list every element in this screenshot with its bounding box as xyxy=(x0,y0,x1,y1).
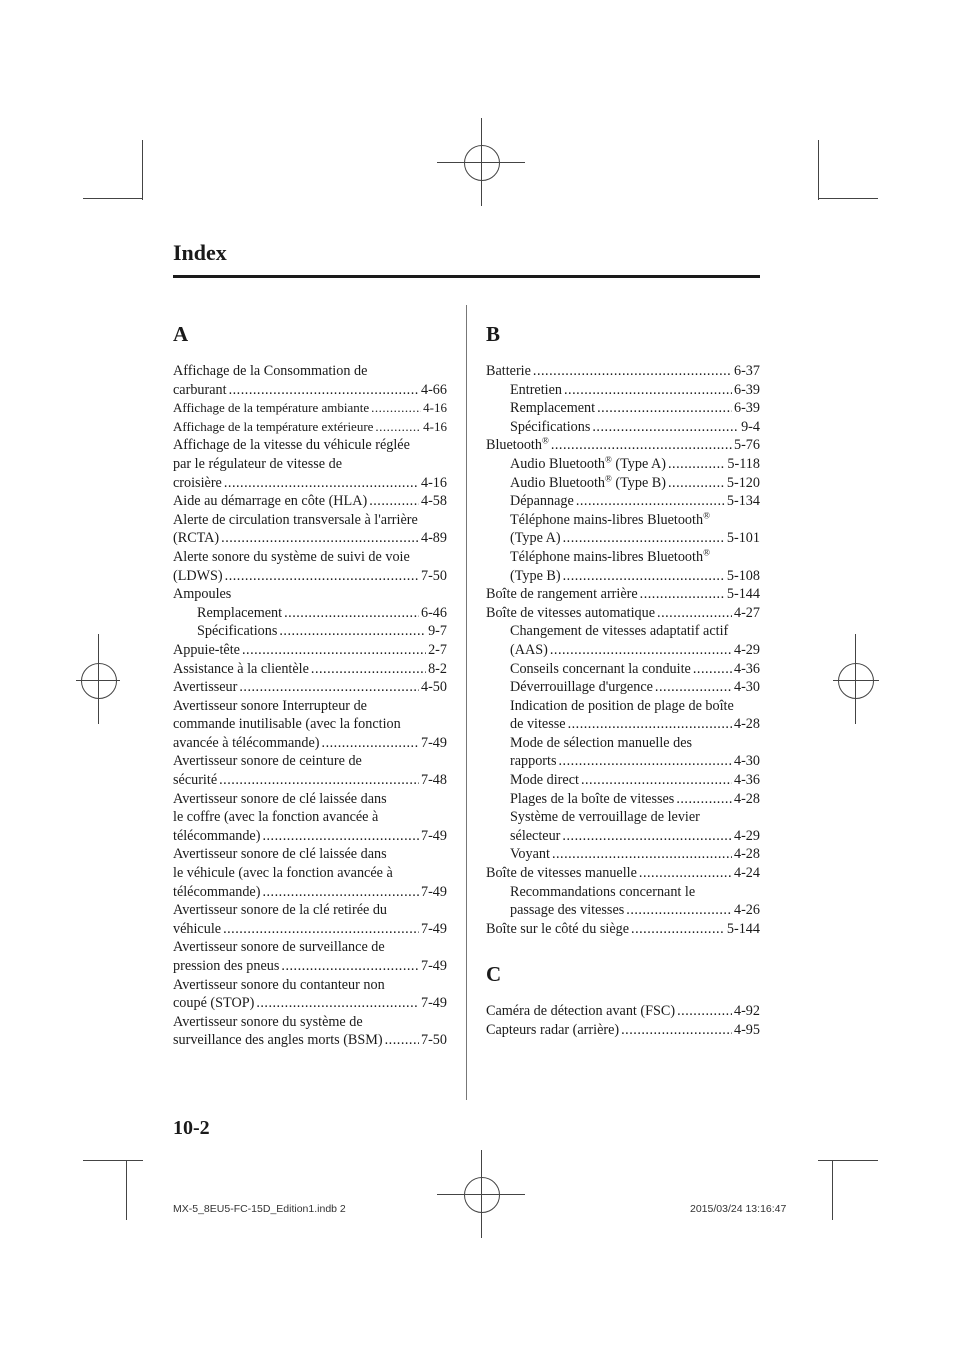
index-entry xyxy=(173,938,447,975)
index-entry-text: rapports xyxy=(510,753,557,770)
index-entry-text: Déverrouillage d'urgence xyxy=(510,679,653,696)
index-page-ref: 4-30 xyxy=(733,679,760,696)
index-page-ref: 5-144 xyxy=(726,586,760,603)
leader-dots xyxy=(262,827,419,846)
index-entry-text: Affichage de la vitesse du véhicule réglée xyxy=(173,437,410,454)
index-entry-text: (LDWS) xyxy=(173,567,223,584)
index-page-ref: 4-92 xyxy=(733,1003,760,1020)
index-entry-text: (Type B) xyxy=(510,567,561,584)
leader-dots xyxy=(279,622,426,641)
index-entry-text: Capteurs radar (arrière) xyxy=(486,1022,620,1038)
leader-dots xyxy=(224,474,419,493)
leader-dots xyxy=(626,901,732,920)
leader-dots xyxy=(677,1002,732,1021)
leader-dots xyxy=(223,920,419,939)
index-entry-text: Avertisseur sonore de la clé retirée du xyxy=(173,902,388,919)
index-entry xyxy=(486,790,760,809)
index-entry-text: Boîte de vitesses automatique xyxy=(486,604,656,621)
index-page-ref: 4-28 xyxy=(733,790,760,807)
index-page-ref: 7-49 xyxy=(420,995,447,1012)
index-entry-text: télécommande) xyxy=(173,883,261,900)
section-c-entries xyxy=(486,1002,760,1039)
leader-dots xyxy=(225,567,419,586)
page-title: Index xyxy=(173,240,227,265)
index-page-ref: 4-27 xyxy=(733,604,760,621)
leader-dots xyxy=(581,771,732,790)
leader-dots xyxy=(563,529,725,548)
index-entry xyxy=(173,436,447,492)
index-entry-text: Recommandations concernant le xyxy=(510,883,696,900)
index-entry-text: (AAS) xyxy=(510,641,548,658)
index-entry-text: Spécifications xyxy=(510,418,591,435)
leader-dots xyxy=(533,362,732,381)
index-entry xyxy=(486,883,760,920)
leader-dots xyxy=(311,660,426,679)
index-page-ref: 7-50 xyxy=(420,567,447,584)
index-entry-text: Avertisseur sonore de surveillance de xyxy=(173,939,385,956)
index-entry-text: Système de verrouillage de levier xyxy=(510,809,700,826)
index-entry-text: Audio Bluetooth® (Type A) xyxy=(510,454,666,472)
leader-dots xyxy=(576,492,725,511)
index-page-ref: 4-26 xyxy=(733,902,760,919)
index-entry-text: Avertisseur xyxy=(173,679,238,696)
index-entry-text: le coffre (avec la fonction avancée à xyxy=(173,809,379,826)
index-page-ref: 7-49 xyxy=(420,827,447,844)
index-entry xyxy=(173,752,447,789)
leader-dots xyxy=(322,734,419,753)
index-entry-text: Avertisseur sonore du système de xyxy=(173,1013,363,1030)
index-entry xyxy=(486,436,760,455)
index-column-right xyxy=(486,318,760,1040)
leader-dots xyxy=(631,920,725,939)
index-page-ref: 7-48 xyxy=(420,772,447,789)
index-entry-text: Mode direct xyxy=(510,772,579,789)
leader-dots xyxy=(242,641,426,660)
leader-dots xyxy=(262,883,419,902)
index-entry-text: Assistance à la clientèle xyxy=(173,660,309,677)
index-entry-text: Boîte sur le côté du siège xyxy=(486,920,630,937)
index-page-ref: 4-16 xyxy=(420,474,447,491)
leader-dots xyxy=(550,641,732,660)
index-entry xyxy=(173,790,447,846)
index-page-ref: 7-49 xyxy=(420,734,447,751)
index-entry xyxy=(486,920,760,939)
index-entry xyxy=(486,678,760,697)
index-entry-text: Changement de vitesses adaptatif actif xyxy=(510,623,729,640)
index-entry xyxy=(486,1021,760,1040)
index-entry-text: carburant xyxy=(173,381,227,398)
column-divider xyxy=(466,305,467,1100)
index-entry-text: Appuie-tête xyxy=(173,641,240,658)
index-entry-text: (Type A) xyxy=(510,530,561,547)
leader-dots xyxy=(639,864,732,883)
leader-dots xyxy=(559,752,732,771)
index-entry xyxy=(173,1013,447,1050)
leader-dots xyxy=(621,1021,732,1040)
page-number: 10-2 xyxy=(173,1117,210,1139)
index-entry xyxy=(486,1002,760,1021)
index-page-ref: 6-37 xyxy=(733,363,760,379)
index-entry-text: Batterie xyxy=(486,363,531,379)
index-page-ref: 6-39 xyxy=(733,381,760,398)
index-entry xyxy=(486,808,760,845)
index-entry xyxy=(173,604,447,623)
index-page-ref: 4-24 xyxy=(733,865,760,882)
index-entry-text: Remplacement xyxy=(197,604,283,621)
index-page-ref: 4-28 xyxy=(733,846,760,863)
section-letter-a: A xyxy=(173,322,189,346)
leader-dots xyxy=(562,827,732,846)
index-entry xyxy=(173,548,447,585)
index-entry-text: Avertisseur sonore de ceinture de xyxy=(173,753,362,770)
index-entry-text: Alerte de circulation transversale à l'arrière xyxy=(173,511,418,528)
leader-dots xyxy=(568,715,732,734)
index-entry-text: Dépannage xyxy=(510,493,574,510)
index-page-ref: 4-58 xyxy=(420,493,447,510)
index-entry-text: Aide au démarrage en côte (HLA) xyxy=(173,493,368,510)
section-a-entries xyxy=(173,362,447,1050)
index-entry-text: télécommande) xyxy=(173,827,261,844)
index-entry-text: véhicule xyxy=(173,920,222,937)
index-page-ref: 7-49 xyxy=(420,883,447,900)
index-entry-text: Téléphone mains-libres Bluetooth® xyxy=(510,510,710,528)
leader-dots xyxy=(597,399,732,418)
leader-dots xyxy=(676,790,732,809)
index-page-ref: 4-16 xyxy=(423,400,447,416)
index-entry xyxy=(486,660,760,679)
section-letter-b: B xyxy=(486,322,501,346)
index-entry xyxy=(486,697,760,734)
leader-dots xyxy=(229,381,419,400)
index-entry-text: Caméra de détection avant (FSC) xyxy=(486,1003,676,1020)
index-entry-text: croisière xyxy=(173,474,222,491)
index-entry xyxy=(486,381,760,400)
index-entry-text: Mode de sélection manuelle des xyxy=(510,734,693,751)
index-entry xyxy=(486,548,760,585)
index-entry-text: Boîte de rangement arrière xyxy=(486,586,638,603)
index-entry-text: Avertisseur sonore du contanteur non xyxy=(173,976,385,993)
index-entry-text: Entretien xyxy=(510,381,562,398)
footer-timestamp: 2015/03/24 13:16:47 xyxy=(690,1203,787,1215)
index-page-ref: 8-2 xyxy=(428,660,447,677)
index-entry xyxy=(486,622,760,659)
leader-dots xyxy=(640,585,725,604)
index-entry xyxy=(173,641,447,660)
index-page-ref: 4-36 xyxy=(733,660,760,677)
leader-dots xyxy=(239,678,419,697)
index-entry-text: Remplacement xyxy=(510,400,596,417)
index-entry xyxy=(486,455,760,474)
index-entry xyxy=(486,771,760,790)
index-page-ref: 5-134 xyxy=(726,493,760,510)
index-entry-text: de vitesse xyxy=(510,716,566,733)
index-entry-text: Affichage de la température ambiante xyxy=(173,400,370,416)
index-page-ref: 6-39 xyxy=(733,400,760,417)
index-entry xyxy=(173,845,447,901)
index-entry xyxy=(486,734,760,771)
index-entry xyxy=(486,399,760,418)
leader-dots xyxy=(256,994,419,1013)
leader-dots xyxy=(284,604,419,623)
index-entry-text: avancée à télécommande) xyxy=(173,734,320,751)
index-entry-text: le véhicule (avec la fonction avancée à xyxy=(173,865,393,882)
leader-dots xyxy=(668,455,725,474)
leader-dots xyxy=(563,567,725,586)
leader-dots xyxy=(655,678,732,697)
leader-dots xyxy=(369,492,419,511)
leader-dots xyxy=(657,604,732,623)
index-entry xyxy=(486,864,760,883)
index-page-ref: 4-89 xyxy=(420,530,447,547)
index-entry-text: Téléphone mains-libres Bluetooth® xyxy=(510,547,710,565)
index-entry-text: surveillance des angles morts (BSM) xyxy=(173,1032,383,1049)
index-entry-text: commande inutilisable (avec la fonction xyxy=(173,716,401,733)
index-entry-text: sélecteur xyxy=(510,827,561,844)
index-entry-text: Spécifications xyxy=(197,623,278,640)
index-entry xyxy=(486,492,760,511)
index-entry xyxy=(173,511,447,548)
section-b-entries xyxy=(486,362,760,938)
index-entry xyxy=(486,845,760,864)
leader-dots xyxy=(551,436,732,455)
index-entry-text: Ampoules xyxy=(173,586,232,603)
index-page-ref: 7-50 xyxy=(420,1032,447,1049)
index-entry-text: pression des pneus xyxy=(173,958,280,974)
leader-dots xyxy=(281,957,419,976)
leader-dots xyxy=(564,381,732,400)
index-entry-text: Indication de position de plage de boîte xyxy=(510,697,734,714)
leader-dots xyxy=(219,771,419,790)
index-page-ref: 4-29 xyxy=(733,827,760,844)
index-entry-text: coupé (STOP) xyxy=(173,995,255,1012)
index-entry xyxy=(173,418,447,437)
index-page-ref: 5-108 xyxy=(726,567,760,584)
index-page-ref: 5-76 xyxy=(733,437,760,454)
index-entry-text: Audio Bluetooth® (Type B) xyxy=(510,472,666,491)
leader-dots xyxy=(552,845,732,864)
index-entry-text: Bluetooth® xyxy=(486,435,549,454)
index-entry xyxy=(173,362,447,399)
index-entry-text: Avertisseur sonore Interrupteur de xyxy=(173,697,367,714)
index-page-ref: 6-46 xyxy=(420,604,447,621)
index-entry xyxy=(173,901,447,938)
index-entry-text: Affichage de la Consommation de xyxy=(173,363,368,379)
index-page-ref: 5-144 xyxy=(726,920,760,937)
leader-dots xyxy=(375,418,421,437)
index-entry xyxy=(173,492,447,511)
index-entry-text: Conseils concernant la conduite xyxy=(510,660,691,677)
index-entry xyxy=(173,678,447,697)
index-entry-text: Plages de la boîte de vitesses xyxy=(510,790,675,807)
index-page-ref: 4-28 xyxy=(733,716,760,733)
leader-dots xyxy=(385,1031,419,1050)
index-page-ref: 4-95 xyxy=(733,1022,760,1038)
index-entry xyxy=(486,474,760,493)
index-page-ref: 4-36 xyxy=(733,772,760,789)
index-entry-text: Avertisseur sonore de clé laissée dans xyxy=(173,846,387,863)
index-page-ref: 7-49 xyxy=(420,958,447,974)
index-entry xyxy=(173,622,447,641)
index-page-ref: 9-7 xyxy=(428,623,447,640)
leader-dots xyxy=(221,529,419,548)
index-entry xyxy=(173,660,447,679)
index-page-ref: 4-30 xyxy=(733,753,760,770)
index-page-ref: 5-101 xyxy=(726,530,760,547)
index-entry xyxy=(486,511,760,548)
index-page-ref: 5-120 xyxy=(726,474,760,491)
index-page-ref: 4-50 xyxy=(420,679,447,696)
title-rule xyxy=(173,275,760,278)
index-page-ref: 4-16 xyxy=(423,418,447,434)
index-column-left xyxy=(173,318,447,1050)
index-entry xyxy=(173,399,447,418)
index-entry-text: Boîte de vitesses manuelle xyxy=(486,865,637,882)
index-entry-text: par le régulateur de vitesse de xyxy=(173,455,342,472)
index-entry xyxy=(173,976,447,1013)
leader-dots xyxy=(668,474,725,493)
index-entry-text: passage des vitesses xyxy=(510,902,625,919)
index-entry-text: Affichage de la température extérieure xyxy=(173,418,374,434)
index-entry-text: Alerte sonore du système de suivi de voie xyxy=(173,548,410,565)
index-entry xyxy=(486,585,760,604)
index-entry-text: sécurité xyxy=(173,772,218,789)
footer-file-name: MX-5_8EU5-FC-15D_Edition1.indb 2 xyxy=(173,1203,346,1215)
index-entry-text: (RCTA) xyxy=(173,530,220,547)
leader-dots xyxy=(592,418,739,437)
index-entry xyxy=(486,418,760,437)
index-page-ref: 4-66 xyxy=(420,381,447,398)
index-page-ref: 5-118 xyxy=(727,455,760,472)
index-page-ref: 2-7 xyxy=(428,641,447,658)
index-entry-text: Avertisseur sonore de clé laissée dans xyxy=(173,790,387,807)
leader-dots xyxy=(371,399,421,418)
section-letter-c: C xyxy=(486,962,502,987)
index-entry xyxy=(486,362,760,381)
index-entry xyxy=(486,604,760,623)
index-entry xyxy=(173,697,447,753)
index-entry-text: Voyant xyxy=(510,846,550,863)
index-entry xyxy=(173,585,447,604)
leader-dots xyxy=(693,660,732,679)
index-page-ref: 7-49 xyxy=(420,920,447,937)
index-page-ref: 4-29 xyxy=(733,641,760,658)
index-page-ref: 9-4 xyxy=(741,418,760,435)
